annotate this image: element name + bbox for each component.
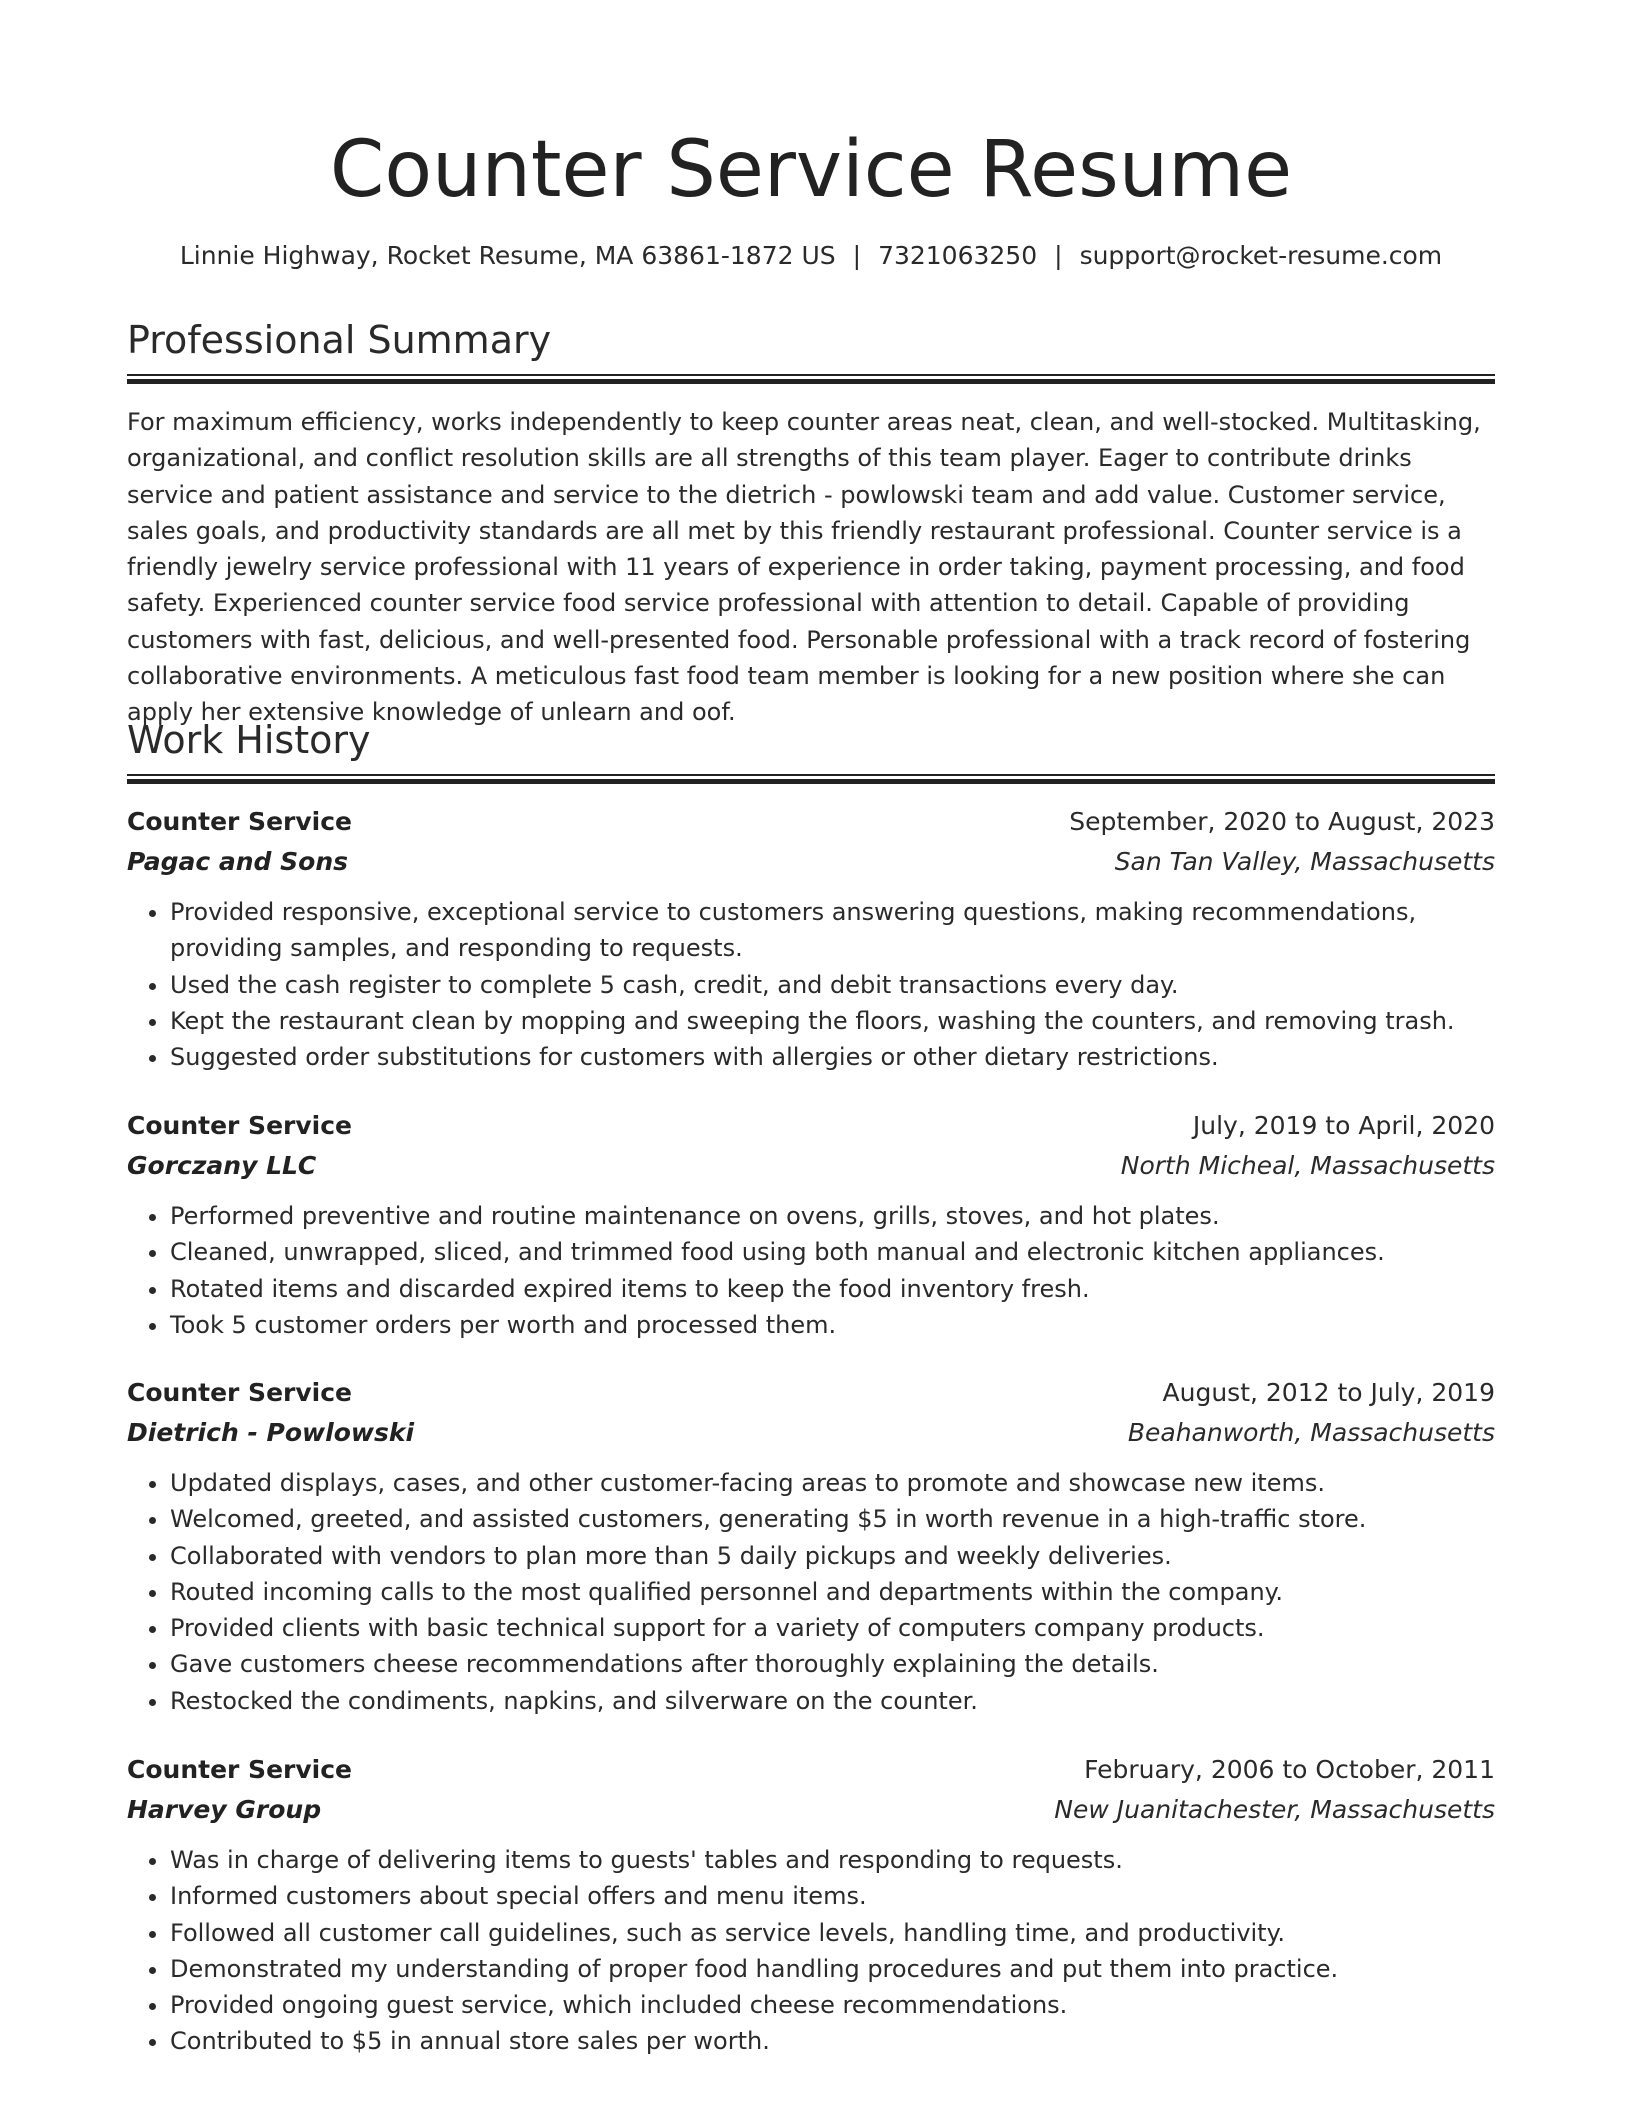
job-duty: • Routed incoming calls to the most qualified personnel and departments within the company. bbox=[170, 1574, 1495, 1610]
job-location: San Tan Valley, Massachusetts bbox=[1114, 847, 1495, 876]
resume-title: Counter Service Resume bbox=[329, 125, 1293, 215]
job-duty: • Was in charge of delivering items to guests' tables and responding to requests. bbox=[170, 1842, 1495, 1878]
job-company: Pagac and Sons bbox=[127, 847, 349, 876]
job-duties-list bbox=[127, 894, 1495, 1075]
contact-address: Linnie Highway, Rocket Resume, MA 63861-1872 US bbox=[179, 241, 836, 270]
job-duty: • Demonstrated my understanding of proper food handling procedures and put them into practice. bbox=[170, 1951, 1495, 1987]
job-header bbox=[127, 802, 1495, 842]
job-duties-list bbox=[127, 1198, 1495, 1343]
job-duty: • Informed customers about special offers and menu items. bbox=[170, 1878, 1495, 1914]
job-title: Counter Service bbox=[127, 1755, 352, 1784]
job-location: Beahanworth, Massachusetts bbox=[1127, 1418, 1495, 1447]
contact-separator: | bbox=[852, 241, 862, 270]
job-duty: • Rotated items and discarded expired items to keep the food inventory fresh. bbox=[170, 1271, 1495, 1307]
job-duty: • Provided clients with basic technical support for a variety of computers company products. bbox=[170, 1610, 1495, 1646]
job-duty: • Performed preventive and routine maintenance on ovens, grills, stoves, and hot plates. bbox=[170, 1198, 1495, 1234]
job-duties-list bbox=[127, 1465, 1495, 1719]
job-duty: • Restocked the condiments, napkins, and silverware on the counter. bbox=[170, 1683, 1495, 1719]
job-header bbox=[127, 1106, 1495, 1146]
job-location: New Juanitachester, Massachusetts bbox=[1054, 1795, 1495, 1824]
job-company: Harvey Group bbox=[127, 1795, 322, 1824]
job-duty: • Suggested order substitutions for customers with allergies or other dietary restrictions. bbox=[170, 1039, 1495, 1075]
job-dates: August, 2012 to July, 2019 bbox=[1162, 1378, 1495, 1407]
job-title: Counter Service bbox=[127, 1111, 352, 1140]
job-dates: September, 2020 to August, 2023 bbox=[1069, 807, 1495, 836]
work-history-divider bbox=[127, 774, 1495, 784]
job-header bbox=[127, 1373, 1495, 1413]
job-title: Counter Service bbox=[127, 1378, 352, 1407]
contact-line bbox=[127, 238, 1495, 274]
contact-email: support@rocket-resume.com bbox=[1079, 241, 1443, 270]
job-header bbox=[127, 1750, 1495, 1790]
job-duty: • Kept the restaurant clean by mopping and sweeping the floors, washing the counters, and removing trash. bbox=[170, 1003, 1495, 1039]
summary-heading: Professional Summary bbox=[127, 318, 552, 362]
job-entry bbox=[127, 1373, 1495, 1719]
job-dates: July, 2019 to April, 2020 bbox=[1192, 1111, 1495, 1140]
job-subheader bbox=[127, 1413, 1495, 1453]
job-company: Gorczany LLC bbox=[127, 1151, 317, 1180]
job-duty: • Cleaned, unwrapped, sliced, and trimmed food using both manual and electronic kitchen appliances. bbox=[170, 1234, 1495, 1270]
job-duty: • Collaborated with vendors to plan more than 5 daily pickups and weekly deliveries. bbox=[170, 1538, 1495, 1574]
job-duty: • Took 5 customer orders per worth and processed them. bbox=[170, 1307, 1495, 1343]
job-duty: • Provided responsive, exceptional service to customers answering questions, making recommendations, providing samples, and responding to requests. bbox=[170, 894, 1495, 967]
job-location: North Micheal, Massachusetts bbox=[1120, 1151, 1495, 1180]
job-subheader bbox=[127, 842, 1495, 882]
job-duty: • Contributed to $5 in annual store sales per worth. bbox=[170, 2023, 1495, 2059]
summary-divider bbox=[127, 374, 1495, 384]
contact-phone: 7321063250 bbox=[878, 241, 1038, 270]
job-entry bbox=[127, 802, 1495, 1075]
job-duty: • Provided ongoing guest service, which included cheese recommendations. bbox=[170, 1987, 1495, 2023]
summary-text: For maximum efficiency, works independently to keep counter areas neat, clean, and well-stocked. Multitasking, organizational, and conflict resolution skills are all strengths of this team player. Eager to contribute drinks service and patient assistance and service to the dietrich - powlowski team and add value. Customer service, sales goals, and productivity standards are all met by this friendly restaurant professional. Counter service is a friendly jewelry service professional with 11 years of experience in order taking, payment processing, and food safety. Experienced counter service food service professional with attention to detail. Capable of providing customers with fast, delicious, and well-presented food. Personable professional with a track record of fostering collaborative environments. A meticulous fast food team member is looking for a new position where she can apply her extensive knowledge of unlearn and oof. bbox=[127, 408, 1481, 727]
work-history-heading: Work History bbox=[127, 718, 371, 762]
job-duty: • Gave customers cheese recommendations after thoroughly explaining the details. bbox=[170, 1646, 1495, 1682]
job-company: Dietrich - Powlowski bbox=[127, 1418, 415, 1447]
job-title: Counter Service bbox=[127, 807, 352, 836]
job-dates: February, 2006 to October, 2011 bbox=[1084, 1755, 1495, 1784]
job-duty: • Used the cash register to complete 5 cash, credit, and debit transactions every day. bbox=[170, 967, 1495, 1003]
job-duties-list bbox=[127, 1842, 1495, 2060]
job-entry bbox=[127, 1106, 1495, 1343]
job-duty: • Followed all customer call guidelines, such as service levels, handling time, and productivity. bbox=[170, 1915, 1495, 1951]
job-subheader bbox=[127, 1146, 1495, 1186]
contact-separator: | bbox=[1054, 241, 1063, 270]
job-subheader bbox=[127, 1790, 1495, 1830]
job-duty: • Updated displays, cases, and other customer-facing areas to promote and showcase new items. bbox=[170, 1465, 1495, 1501]
job-entry bbox=[127, 1750, 1495, 2060]
job-duty: • Welcomed, greeted, and assisted customers, generating $5 in worth revenue in a high-traffic store. bbox=[170, 1501, 1495, 1537]
